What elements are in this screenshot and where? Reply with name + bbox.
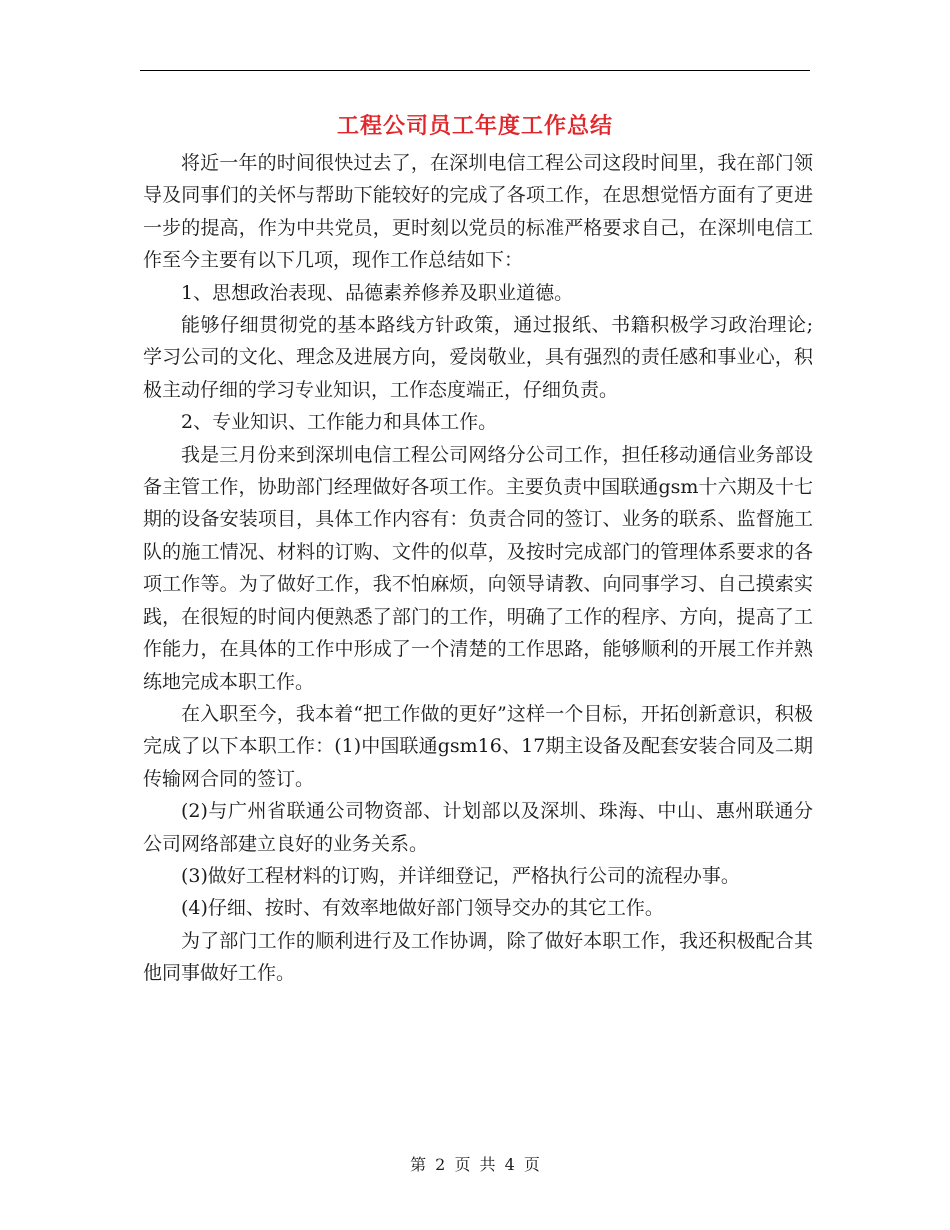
document-body bbox=[143, 147, 813, 990]
paragraph-heading-1: 1、思想政治表现、品德素养修养及职业道德。 bbox=[181, 281, 574, 304]
paragraph-achievements: 在入职至今，我本着“把工作做的更好”这样一个目标，开拓创新意识，积极完成了以下本职工作：(1)中国联通gsm16、17期主设备及配套安装合同及二期传输网合同的签订。 bbox=[143, 702, 813, 790]
paragraph-cooperation: 为了部门工作的顺利进行及工作协调，除了做好本职工作，我还积极配合其他同事做好工作。 bbox=[143, 929, 813, 985]
paragraph-item-3: (3)做好工程材料的订购，并详细登记，严格执行公司的流程办事。 bbox=[181, 864, 740, 887]
paragraph-political: 能够仔细贯彻党的基本路线方针政策，通过报纸、书籍积极学习政治理论;学习公司的文化、理念及进展方向，爱岗敬业，具有强烈的责任感和事业心，积极主动仔细的学习专业知识，工作态度端正，仔细负责。 bbox=[143, 314, 813, 401]
paragraph-item-4: (4)仔细、按时、有效率地做好部门领导交办的其它工作。 bbox=[181, 897, 664, 920]
paragraph-work: 我是三月份来到深圳电信工程公司网络分公司工作，担任移动通信业务部设备主管工作，协助部门经理做好各项工作。主要负责中国联通gsm十六期及十七期的设备安装项目，具体工作内容有：负责合同的签订、业务的联系、监督施工队的施工情况、材料的订购、文件的似草，及按时完成部门的管理体系要求的各项工作等。为了做好工作，我不怕麻烦，向领导请教、向同事学习、自己摸索实践，在很短的时间内便熟悉了部门的工作，明确了工作的程序、方向，提高了工作能力，在具体的工作中形成了一个清楚的工作思路，能够顺利的开展工作并熟练地完成本职工作。 bbox=[143, 443, 813, 693]
header-rule bbox=[140, 70, 810, 71]
document-title: 工程公司员工年度工作总结 bbox=[336, 113, 613, 139]
paragraph-item-2: (2)与广州省联通公司物资部、计划部以及深圳、珠海、中山、惠州联通分公司网络部建立良好的业务关系。 bbox=[143, 800, 813, 855]
paragraph-intro: 将近一年的时间很快过去了，在深圳电信工程公司这段时间里，我在部门领导及同事们的关怀与帮助下能较好的完成了各项工作，在思想觉悟方面有了更进一步的提高，作为中共党员，更时刻以党员的标准严格要求自己，在深圳电信工作至今主要有以下几项，现作工作总结如下： bbox=[143, 152, 813, 272]
page-number: 第 2 页 共 4 页 bbox=[410, 1155, 540, 1174]
paragraph-heading-2: 2、专业知识、工作能力和具体工作。 bbox=[181, 411, 498, 434]
